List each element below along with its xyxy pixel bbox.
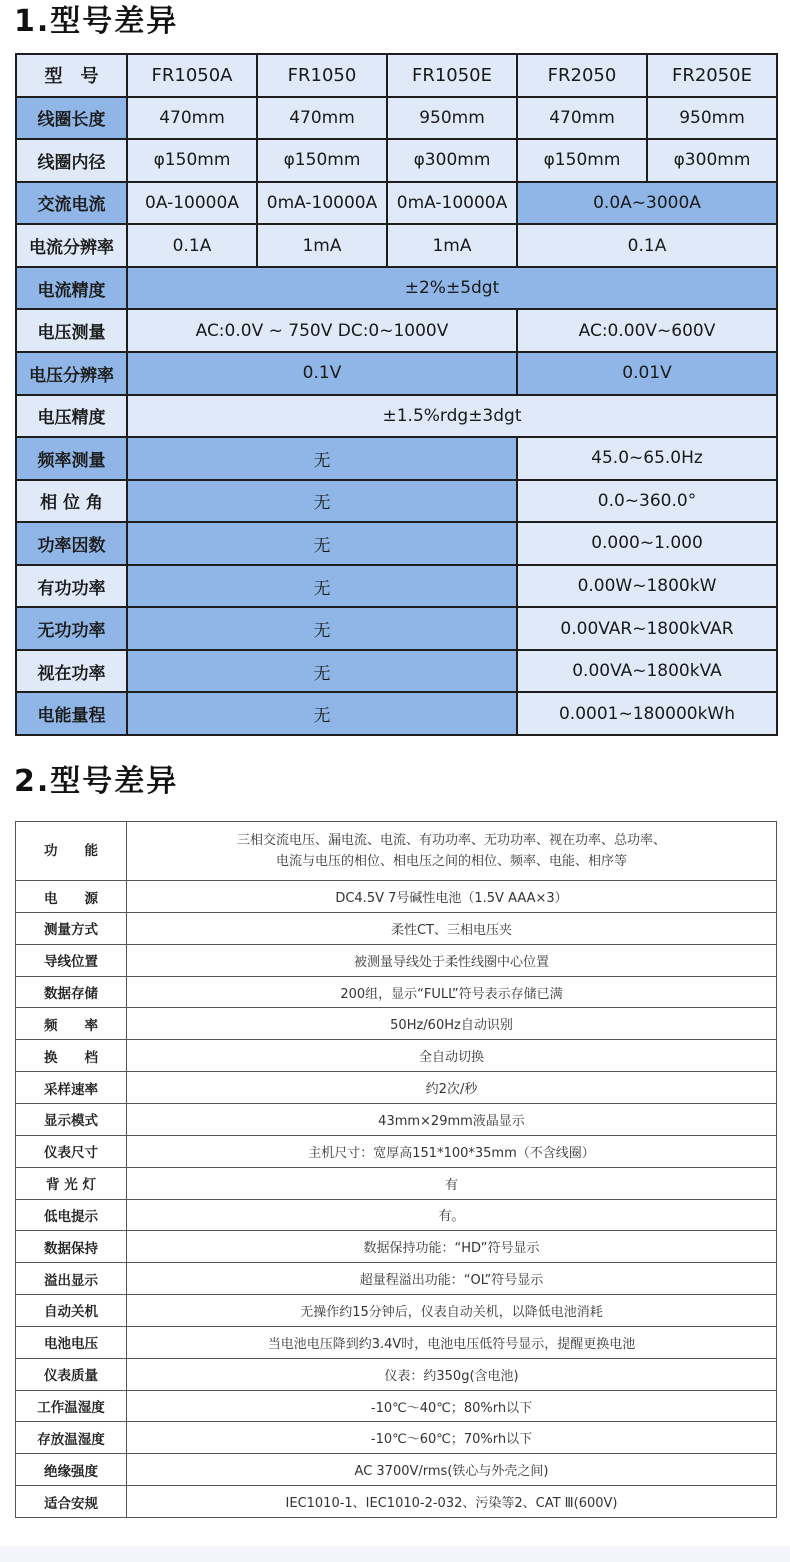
row-label: 电流精度 <box>16 267 127 310</box>
spec-label: 测量方式 <box>16 912 127 944</box>
cell-value: 1mA <box>387 224 517 267</box>
spec-value: 有。 <box>127 1199 777 1231</box>
section-1-title: 1.型号差异 <box>14 4 179 39</box>
row-label: 有功功率 <box>16 565 127 608</box>
model-name: FR1050 <box>257 54 387 97</box>
spec-value: 约2次/秒 <box>127 1072 777 1104</box>
cell-value: ±2%±5dgt <box>127 267 777 310</box>
table-row <box>16 1167 777 1199</box>
table-row <box>16 1263 777 1295</box>
table-row <box>16 139 777 182</box>
spec-value <box>127 822 777 881</box>
cell-value: 1mA <box>257 224 387 267</box>
table-row <box>16 565 777 608</box>
spec-value: -10℃～60℃；70%rh以下 <box>127 1422 777 1454</box>
table-row <box>16 1454 777 1486</box>
row-label: 线圈内径 <box>16 139 127 182</box>
table-row <box>16 1199 777 1231</box>
cell-value: 0.1A <box>127 224 257 267</box>
cell-value: 0mA-10000A <box>387 182 517 225</box>
spec-label: 存放温湿度 <box>16 1422 127 1454</box>
cell-value: 无 <box>127 650 517 693</box>
row-label: 相 位 角 <box>16 480 127 523</box>
cell-value: 无 <box>127 522 517 565</box>
row-label: 电压精度 <box>16 395 127 438</box>
table-row <box>16 395 777 438</box>
spec-value: IEC1010-1、IEC1010-2-032、污染等2、CAT Ⅲ(600V) <box>127 1486 777 1518</box>
specifications-table <box>15 821 777 1518</box>
cell-value: 0.00VAR~1800kVAR <box>517 607 777 650</box>
spec-value: 超量程溢出功能：“OL”符号显示 <box>127 1263 777 1295</box>
cell-value: 0.0~360.0° <box>517 480 777 523</box>
table-row <box>16 607 777 650</box>
cell-value: φ300mm <box>387 139 517 182</box>
spec-value: 43mm×29mm液晶显示 <box>127 1103 777 1135</box>
table-row <box>16 944 777 976</box>
model-name: FR1050E <box>387 54 517 97</box>
spec-label: 频 率 <box>16 1008 127 1040</box>
cell-value: 470mm <box>127 97 257 140</box>
spec-label: 电池电压 <box>16 1326 127 1358</box>
spec-value: DC4.5V 7号碱性电池（1.5V AAA×3） <box>127 881 777 913</box>
model-name: FR2050 <box>517 54 647 97</box>
table-row <box>16 480 777 523</box>
header-label: 型 号 <box>16 54 127 97</box>
bottom-divider <box>0 1546 790 1562</box>
row-label: 视在功率 <box>16 650 127 693</box>
cell-value: 0.0001~180000kWh <box>517 692 777 735</box>
spec-value: 全自动切换 <box>127 1040 777 1072</box>
model-difference-table <box>15 53 778 736</box>
table-row <box>16 881 777 913</box>
spec-label: 采样速率 <box>16 1072 127 1104</box>
table-row <box>16 1390 777 1422</box>
cell-value: φ150mm <box>257 139 387 182</box>
cell-value: AC:0.0V ~ 750V DC:0~1000V <box>127 309 517 352</box>
spec-label: 仪表尺寸 <box>16 1135 127 1167</box>
table-row <box>16 912 777 944</box>
spec-label: 适合安规 <box>16 1486 127 1518</box>
row-label: 电能量程 <box>16 692 127 735</box>
spec-value: 柔性CT、三相电压夹 <box>127 912 777 944</box>
spec-label: 电 源 <box>16 881 127 913</box>
cell-value: 0.1A <box>517 224 777 267</box>
model-name: FR1050A <box>127 54 257 97</box>
cell-value: 0.000~1.000 <box>517 522 777 565</box>
row-label: 交流电流 <box>16 182 127 225</box>
cell-value: φ300mm <box>647 139 777 182</box>
cell-value: φ150mm <box>517 139 647 182</box>
spec-label: 自动关机 <box>16 1295 127 1327</box>
table-row <box>16 309 777 352</box>
cell-value: 无 <box>127 565 517 608</box>
table-row <box>16 182 777 225</box>
cell-value: φ150mm <box>127 139 257 182</box>
table-row <box>16 1422 777 1454</box>
spec-value: AC 3700V/rms(铁心与外壳之间) <box>127 1454 777 1486</box>
spec-value: 200组，显示“FULL”符号表示存储已满 <box>127 976 777 1008</box>
cell-value: AC:0.00V~600V <box>517 309 777 352</box>
spec-label: 导线位置 <box>16 944 127 976</box>
table-row <box>16 1040 777 1072</box>
cell-value: 无 <box>127 692 517 735</box>
spec-value-line: 电流与电压的相位、相电压之间的相位、频率、电能、相序等 <box>275 854 627 870</box>
cell-value: 无 <box>127 480 517 523</box>
cell-value: 0mA-10000A <box>257 182 387 225</box>
spec-value: 被测量导线处于柔性线圈中心位置 <box>127 944 777 976</box>
spec-label: 功 能 <box>16 822 127 881</box>
row-label: 电压分辨率 <box>16 352 127 395</box>
table-row <box>16 267 777 310</box>
spec-label: 数据保持 <box>16 1231 127 1263</box>
cell-value: 470mm <box>257 97 387 140</box>
table-row <box>16 650 777 693</box>
cell-value: 950mm <box>387 97 517 140</box>
cell-value: 0.1V <box>127 352 517 395</box>
spec-label: 工作温湿度 <box>16 1390 127 1422</box>
table-row <box>16 1008 777 1040</box>
cell-value: 无 <box>127 607 517 650</box>
spec-value: -10℃～40℃；80%rh以下 <box>127 1390 777 1422</box>
spec-label: 仪表质量 <box>16 1358 127 1390</box>
cell-value: 0.00W~1800kW <box>517 565 777 608</box>
cell-value: 0.01V <box>517 352 777 395</box>
table-row <box>16 352 777 395</box>
spec-value: 主机尺寸：宽厚高151*100*35mm（不含线圈） <box>127 1135 777 1167</box>
row-label: 无功功率 <box>16 607 127 650</box>
table-row <box>16 822 777 881</box>
table-row <box>16 1231 777 1263</box>
cell-value: ±1.5%rdg±3dgt <box>127 395 777 438</box>
table-row <box>16 437 777 480</box>
table-row <box>16 97 777 140</box>
table-row <box>16 692 777 735</box>
table-row <box>16 1103 777 1135</box>
section-2-title: 2.型号差异 <box>14 764 179 799</box>
spec-value-line: 三相交流电压、漏电流、电流、有功功率、无功功率、视在功率、总功率、 <box>236 833 666 849</box>
spec-value: 无操作约15分钟后，仪表自动关机，以降低电池消耗 <box>127 1295 777 1327</box>
spec-value: 50Hz/60Hz自动识别 <box>127 1008 777 1040</box>
row-label: 频率测量 <box>16 437 127 480</box>
row-label: 电压测量 <box>16 309 127 352</box>
row-label: 电流分辨率 <box>16 224 127 267</box>
spec-value: 仪表：约350g(含电池) <box>127 1358 777 1390</box>
table-row <box>16 976 777 1008</box>
table-header-row <box>16 54 777 97</box>
spec-label: 换 档 <box>16 1040 127 1072</box>
cell-value: 0.00VA~1800kVA <box>517 650 777 693</box>
row-label: 功率因数 <box>16 522 127 565</box>
table-row <box>16 1072 777 1104</box>
spec-value: 数据保持功能：“HD”符号显示 <box>127 1231 777 1263</box>
table-row <box>16 1358 777 1390</box>
spec-value: 当电池电压降到约3.4V时，电池电压低符号显示，提醒更换电池 <box>127 1326 777 1358</box>
cell-value: 950mm <box>647 97 777 140</box>
table-row <box>16 1295 777 1327</box>
spec-value: 有 <box>127 1167 777 1199</box>
cell-value: 470mm <box>517 97 647 140</box>
table-row <box>16 1486 777 1518</box>
table-row <box>16 224 777 267</box>
table-row <box>16 1135 777 1167</box>
spec-label: 绝缘强度 <box>16 1454 127 1486</box>
table-row <box>16 1326 777 1358</box>
spec-label: 数据存储 <box>16 976 127 1008</box>
cell-value: 0A-10000A <box>127 182 257 225</box>
cell-value: 45.0~65.0Hz <box>517 437 777 480</box>
spec-label: 显示模式 <box>16 1103 127 1135</box>
cell-value: 0.0A~3000A <box>517 182 777 225</box>
spec-label: 低电提示 <box>16 1199 127 1231</box>
model-name: FR2050E <box>647 54 777 97</box>
spec-label: 背 光 灯 <box>16 1167 127 1199</box>
cell-value: 无 <box>127 437 517 480</box>
table-row <box>16 522 777 565</box>
row-label: 线圈长度 <box>16 97 127 140</box>
spec-label: 溢出显示 <box>16 1263 127 1295</box>
